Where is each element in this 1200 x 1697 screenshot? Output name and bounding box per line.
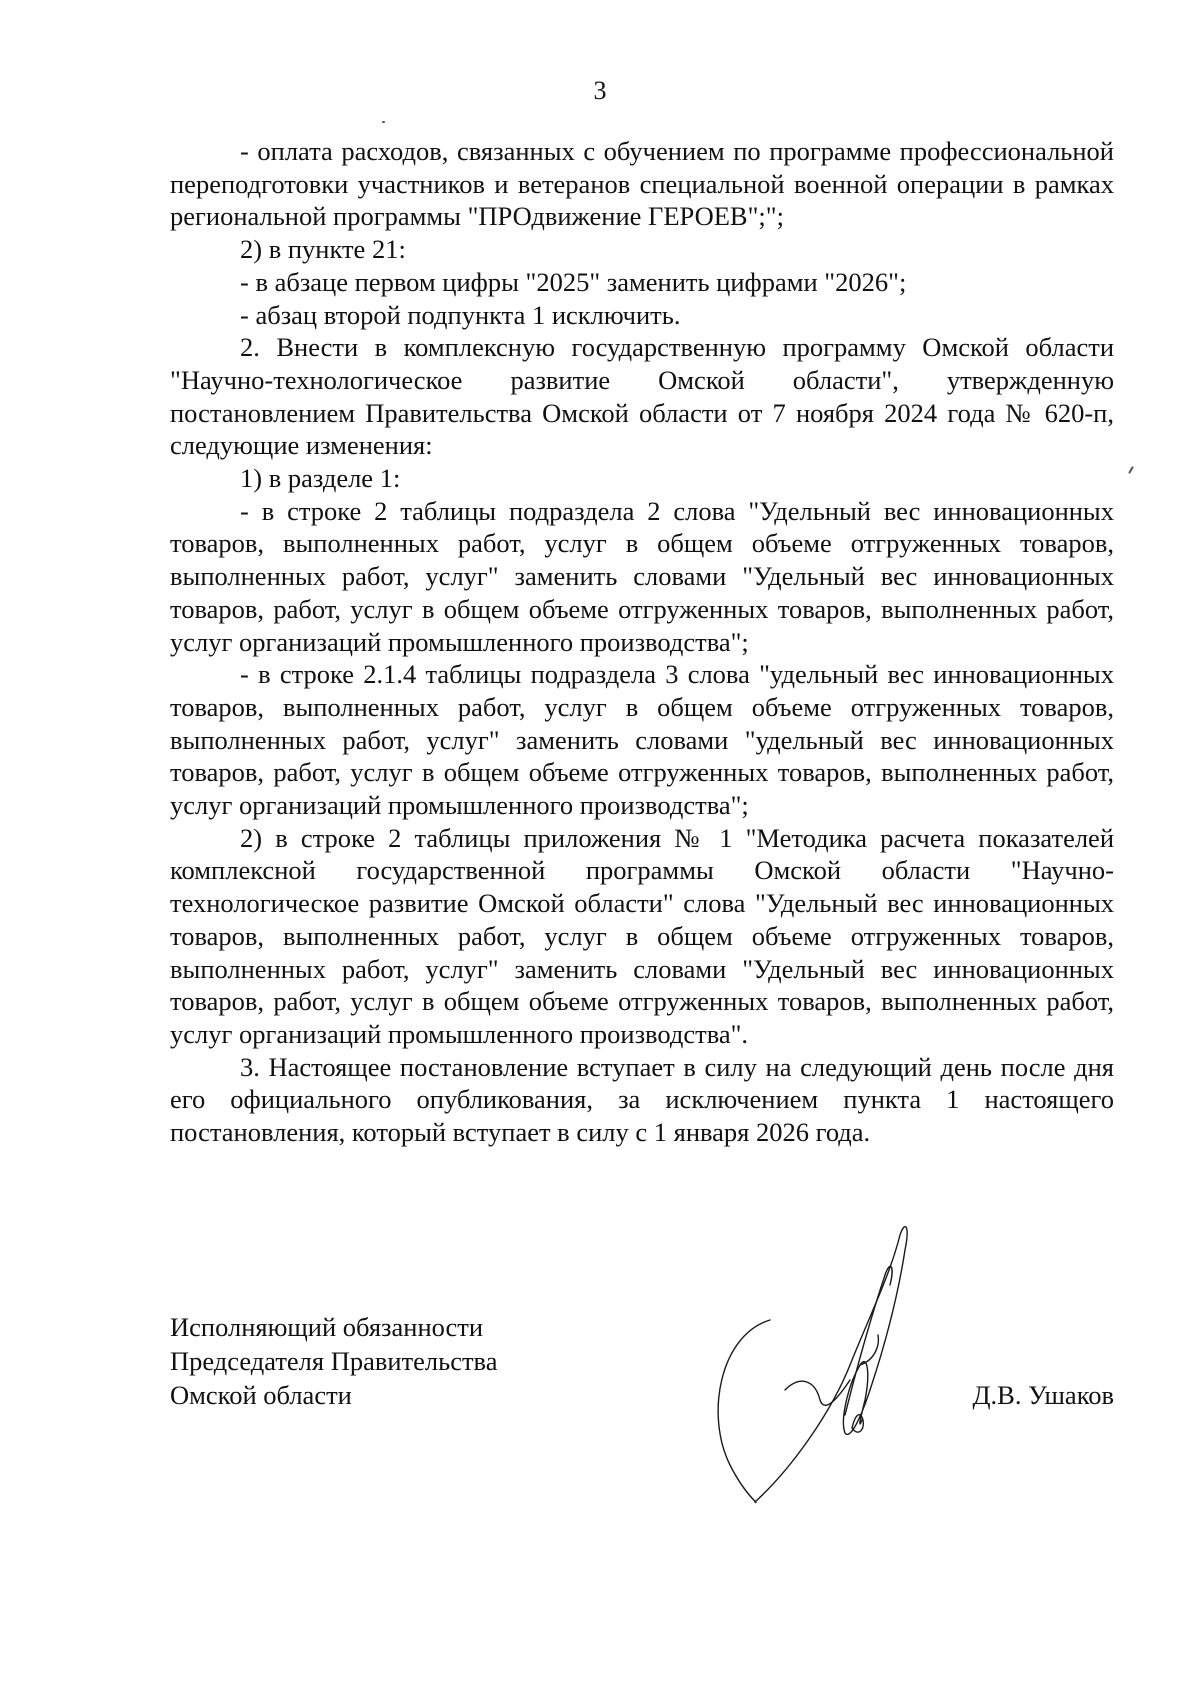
paragraph-7: - в строке 2 таблицы подраздела 2 слова "Удельный вес инновационных товаров, выполненных работ, услуг в общем объеме отгруженных товаров, выполненных работ, услуг" заменить словами "Удельный вес инновационных товаров, работ, услуг в общем объеме отгруженных товаров, выполненных работ, услуг организаций промышленного производства"; xyxy=(170,495,1114,657)
scan-speck xyxy=(382,121,385,123)
paragraph-5: 2. Внести в комплексную государственную программу Омской области "Научно-технологическое развитие Омской области", утвержденную постановлением Правительства Омской области от 7 ноября 2024 года № 620-п, следующие изменения: xyxy=(170,332,1114,461)
signatory-name: Д.В. Ушаков xyxy=(972,1380,1114,1410)
signatory-title xyxy=(170,1310,498,1412)
handwritten-signature xyxy=(700,1215,1000,1510)
paragraph-10: 3. Настоящее постановление вступает в силу на следующий день после дня его официального опубликования, за исключением пункта 1 настоящего постановления, который вступает в силу с 1 января 2026 года. xyxy=(170,1051,1114,1148)
paragraph-2: 2) в пункте 21: xyxy=(240,234,406,265)
signatory-title-line-2: Председателя Правительства xyxy=(170,1346,498,1376)
paragraph-8: - в строке 2.1.4 таблицы подраздела 3 слова "удельный вес инновационных товаров, выполненных работ, услуг в общем объеме отгруженных товаров, выполненных работ, услуг" заменить словами "удельный вес инновационных товаров, работ, услуг в общем объеме отгруженных товаров, выполненных работ, услуг организаций промышленного производства"; xyxy=(170,659,1114,821)
scan-speck xyxy=(1128,466,1134,474)
paragraph-3: - в абзаце первом цифры "2025" заменить цифрами "2026"; xyxy=(240,266,907,297)
paragraph-1: - оплата расходов, связанных с обучением по программе профессиональной переподготовки участников и ветеранов специальной военной операции в рамках региональной программы "ПРОдвижение ГЕРОЕВ";"; xyxy=(170,136,1114,232)
paragraph-6: 1) в разделе 1: xyxy=(240,463,401,494)
document-body xyxy=(170,135,1114,1149)
signatory-title-line-1: Исполняющий обязанности xyxy=(170,1312,484,1342)
signatory-title-line-3: Омской области xyxy=(170,1380,352,1410)
page-number: 3 xyxy=(593,76,607,105)
paragraph-9: 2) в строке 2 таблицы приложения № 1 "Методика расчета показателей комплексной государственной программы Омской области "Научно-технологическое развитие Омской области" слова "Удельный вес инновационных товаров, выполненных работ, услуг в общем объеме отгруженных товаров, выполненных работ, услуг" заменить словами "Удельный вес инновационных товаров, работ, услуг в общем объеме отгруженных товаров, выполненных работ, услуг организаций промышленного производства". xyxy=(170,822,1114,1049)
paragraph-4: - абзац второй подпункта 1 исключить. xyxy=(240,299,681,330)
